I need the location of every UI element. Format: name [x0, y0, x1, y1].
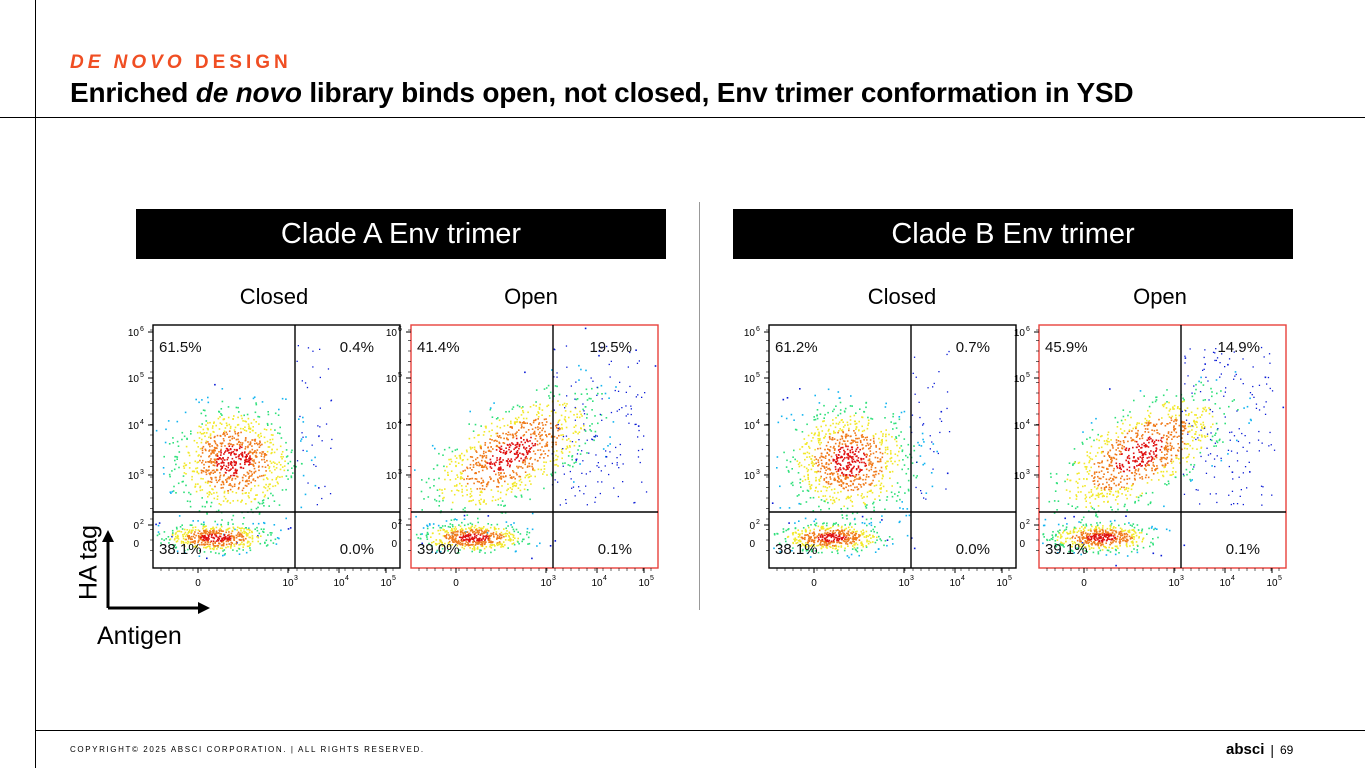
x-tick-label: 10: [380, 578, 392, 589]
y-tick-exponent: 3: [140, 469, 144, 476]
quadrant-upper-right: 0.4%: [339, 339, 374, 356]
header-divider: [0, 117, 1365, 118]
x-tick-exponent: 5: [650, 575, 654, 582]
footer-divider: [35, 730, 1365, 731]
y-tick-exponent: 5: [1026, 372, 1030, 379]
y-tick-label: 0: [133, 521, 139, 532]
y-tick-exponent: 5: [398, 372, 402, 379]
y-tick-label: 10: [1013, 471, 1025, 482]
quadrant-upper-left: 61.2%: [775, 339, 818, 356]
x-tick-exponent: 4: [603, 575, 607, 582]
title-part1: Enriched: [70, 77, 196, 108]
x-tick-label: 10: [949, 578, 961, 589]
x-tick-exponent: 5: [1008, 575, 1012, 582]
quadrant-lower-left: 39.1%: [1045, 541, 1088, 558]
y-tick-label: 10: [385, 328, 397, 339]
banner-clade-a: Clade A Env trimer: [136, 209, 666, 259]
y-tick-exponent: 6: [756, 326, 760, 333]
quadrant-upper-left: 61.5%: [159, 339, 202, 356]
quadrant-lower-left: 38.1%: [775, 541, 818, 558]
y-tick-zero: 0: [749, 539, 755, 550]
y-axis-label: HA tag: [74, 524, 103, 601]
quadrant-lower-left: 39.0%: [417, 541, 460, 558]
y-tick-label: 10: [743, 328, 755, 339]
quadrant-upper-right: 14.9%: [1217, 339, 1260, 356]
x-tick-label: 10: [1219, 578, 1231, 589]
x-tick-exponent: 4: [1231, 575, 1235, 582]
y-tick-exponent: 3: [398, 469, 402, 476]
y-tick-exponent: 2: [1026, 519, 1030, 526]
y-tick-exponent: 6: [1026, 326, 1030, 333]
footer-separator: |: [1270, 741, 1274, 758]
x-axis-label: Antigen: [97, 622, 182, 650]
kicker-italic: DE NOVO: [70, 52, 186, 73]
quadrant-upper-right: 19.5%: [589, 339, 632, 356]
quadrant-upper-left: 45.9%: [1045, 339, 1088, 356]
y-tick-exponent: 4: [140, 419, 144, 426]
y-tick-exponent: 4: [398, 419, 402, 426]
banner-clade-b: Clade B Env trimer: [733, 209, 1293, 259]
x-tick-label: 0: [1081, 578, 1087, 589]
y-tick-label: 10: [385, 374, 397, 385]
y-tick-label: 10: [385, 421, 397, 432]
title-part2: library binds open, not closed, Env trimer conformation in YSD: [301, 77, 1134, 108]
x-tick-label: 10: [591, 578, 603, 589]
x-tick-label: 10: [996, 578, 1008, 589]
quadrant-lower-right: 0.1%: [597, 541, 632, 558]
y-tick-zero: 0: [391, 539, 397, 550]
condition-label-b-closed: Closed: [867, 284, 937, 309]
y-tick-exponent: 4: [1026, 419, 1030, 426]
y-tick-exponent: 3: [756, 469, 760, 476]
kicker-rest: DESIGN: [185, 52, 292, 73]
y-tick-label: 0: [749, 521, 755, 532]
y-tick-label: 10: [743, 374, 755, 385]
left-margin-rule: [35, 0, 36, 768]
y-tick-exponent: 6: [140, 326, 144, 333]
y-tick-zero: 0: [1019, 539, 1025, 550]
slide-title: [70, 77, 1133, 109]
y-tick-exponent: 2: [140, 519, 144, 526]
quadrant-lower-right: 0.0%: [339, 541, 374, 558]
quadrant-lower-left: 38.1%: [159, 541, 202, 558]
axis-arrow-legend: [96, 528, 216, 614]
y-tick-label: 0: [1019, 521, 1025, 532]
y-tick-label: 10: [127, 328, 139, 339]
title-italic: de novo: [195, 77, 302, 108]
y-tick-label: 10: [1013, 374, 1025, 385]
x-tick-label: 0: [453, 578, 459, 589]
x-tick-label: 10: [638, 578, 650, 589]
flow-plot-b-closed: [734, 322, 1012, 602]
flow-plot-b-open: [1004, 322, 1282, 602]
absci-logo: absci: [1226, 741, 1265, 758]
x-tick-exponent: 4: [345, 575, 349, 582]
x-tick-exponent: 3: [910, 575, 914, 582]
section-kicker: [70, 52, 292, 74]
y-tick-exponent: 2: [756, 519, 760, 526]
y-tick-exponent: 5: [140, 372, 144, 379]
y-tick-label: 10: [1013, 421, 1025, 432]
quadrant-upper-left: 41.4%: [417, 339, 460, 356]
y-tick-label: 10: [127, 471, 139, 482]
condition-label-b-open: Open: [1133, 284, 1187, 309]
panel-separator: [699, 202, 700, 610]
y-tick-exponent: 6: [398, 326, 402, 333]
x-tick-label: 10: [540, 578, 552, 589]
y-tick-label: 10: [127, 421, 139, 432]
condition-label-a-closed: Closed: [239, 284, 309, 309]
x-tick-label: 10: [1266, 578, 1278, 589]
quadrant-lower-right: 0.0%: [955, 541, 990, 558]
y-tick-exponent: 5: [756, 372, 760, 379]
y-tick-label: 10: [1013, 328, 1025, 339]
footer-brand: [1226, 741, 1293, 758]
x-tick-label: 10: [1168, 578, 1180, 589]
x-tick-exponent: 3: [1180, 575, 1184, 582]
quadrant-lower-right: 0.1%: [1225, 541, 1260, 558]
y-tick-label: 10: [127, 374, 139, 385]
copyright-notice: COPYRIGHT© 2025 ABSCI CORPORATION. | ALL RIGHTS RESERVED.: [70, 745, 425, 754]
quadrant-upper-right: 0.7%: [955, 339, 990, 356]
y-tick-zero: 0: [133, 539, 139, 550]
x-tick-label: 10: [898, 578, 910, 589]
flow-plot-a-open: [376, 322, 654, 602]
y-tick-label: 10: [385, 471, 397, 482]
y-tick-exponent: 2: [398, 519, 402, 526]
x-tick-exponent: 3: [552, 575, 556, 582]
y-tick-label: 10: [743, 471, 755, 482]
y-tick-exponent: 4: [756, 419, 760, 426]
page-number: 69: [1280, 742, 1294, 757]
condition-label-a-open: Open: [504, 284, 558, 309]
y-tick-exponent: 3: [1026, 469, 1030, 476]
x-tick-label: 10: [333, 578, 345, 589]
x-tick-exponent: 4: [961, 575, 965, 582]
y-tick-label: 10: [743, 421, 755, 432]
x-tick-label: 0: [811, 578, 817, 589]
x-tick-exponent: 3: [294, 575, 298, 582]
y-tick-label: 0: [391, 521, 397, 532]
x-tick-label: 10: [282, 578, 294, 589]
x-tick-exponent: 5: [1278, 575, 1282, 582]
x-tick-label: 0: [195, 578, 201, 589]
x-tick-exponent: 5: [392, 575, 396, 582]
